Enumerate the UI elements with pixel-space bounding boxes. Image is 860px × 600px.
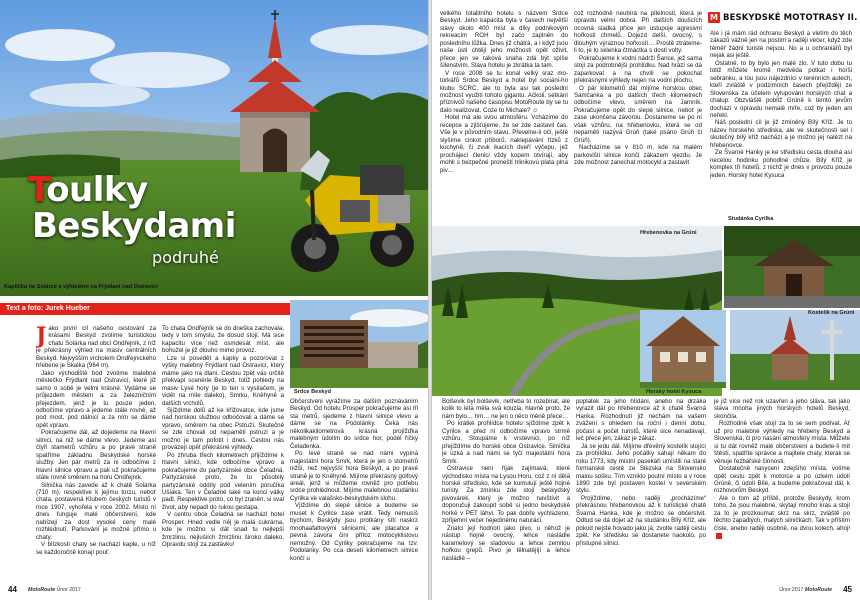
section-header: [708, 12, 857, 23]
left-page: [0, 0, 428, 600]
paragraph: V roce 2008 se tu konal velký sraz mo-torkářů Srdce Beskyd a hotel byl sociáni-ho klubu SCRC, ale to byla asi tak poslední možnost využití tohoto gigantu. Ačkoli, setkání příznivců našeho časopisu MotoRoute by se tu dalo realizovat. Coże to Michale? ☺: [440, 69, 568, 114]
section-badge-icon: M: [708, 12, 720, 23]
footer-issue: Únor 2017: [779, 587, 804, 593]
page-number-left: 44: [8, 585, 17, 594]
paragraph: O pár kilometrů dál míjíme horskou obec Samčanka a po dalších třech kilometrech odbočíme vlevo, směrem na Jamník. Pokračujeme opět do slepé silnice, neboť je zase ukončena závorou. Dostaneme se po ní však vzhůru, na hřebenovku, která se od nepaměti nazývá Grúň (také psáno Grúň či Grúň).: [574, 84, 702, 144]
footer-magazine: MotoRoute: [28, 587, 56, 593]
title-line-1: [28, 172, 298, 208]
paragraph: což rozhodně neubírá na pitelnosti, která je opravdu velmi dobrá. Při dalších doušcích ocovná sladká příce jen ustupuje agresivní hořkosti chmelů. Dojezd delší, ovocný, s dlouhým výraznou hořkostí… Prostě ztráteme-li to, je to sklenka čtmáctka s dosti volty.: [574, 10, 702, 55]
footer-left: [28, 587, 81, 593]
text-column-r3b: [714, 398, 850, 586]
paragraph: Ostatně, to by bylo jen malé zlo. V tuto dobu tu totiž můžete kromě medvěda potkat i horši sebranku, a tou jsou nájezdníci v terénních autech, kteří zvláště v podzimních časech přejíždějí ze Slovenska za účelem vylupování horských chat a chalup. Obzvláště poblíž Grúně k tèmto jevům dochází v opravdu nemalé míře, coż by jeden ani neřekl.: [710, 59, 852, 119]
paragraph: je již více než rok uzavřen a jeho sláva, tak jako sláva mnoha jiných horských hotelů Beskyd, skončila.: [714, 398, 850, 420]
photo-kostelik: [730, 310, 860, 390]
byline: Text a foto: Jurek Hueber: [6, 305, 90, 312]
text-column-r1b: [442, 398, 570, 586]
end-mark-icon: [716, 533, 722, 539]
article-subtitle: podruhé: [152, 248, 219, 267]
paragraph: Náš poslední cíl je již zmíněný Bílý Kříž. Je to název horského střediska, ale ve skutečnosti sel i skutečný bílý kříž nachází a je možno jej nalézt na hřebenovce.: [710, 119, 852, 149]
paragraph: Ostravice není říjak zajímavá, které východisko místa na Lysou Horu, coż z ní dělá horské středisko, kde se kumulují ještě hojné turisty. Za zmínku zde stojí beskydský pivovárek, který je možno navštívit a doporučuji zakoupit sobě si jedno beskydské horké v PET láhvi. To pak dobře vychlazeno, zpříjemní večer nejedinému naturáci.: [442, 465, 570, 525]
page-number-right: 45: [843, 585, 852, 594]
title-first-letter: T: [28, 170, 47, 210]
paragraph: Vjíždíme do slepé silnice a budeme se muset k Cyrilce zase vrátit. Tedy nemusíš bychom, Beskydy jsou protkány sítí naskrz mnohaafaltovými silnicemi, ale placatice a pevná závora činí přítoz motocyklistovu nemožný. Od Cyrilky pokračujeme na tzv. Podolánky. Po cca desetí kilometrech silnice končí u: [290, 502, 418, 562]
paragraph: Hotel má ale svou atmosféru. Vcházíme do recepce a zjišťujeme, že se zde zastavil čas. Vše je v původním stavu. Převelne-li oči, ještě slyšíme cinkot příborů, naklepávání řízků z kuchyně, či zvuk ikacích dveří výčepu, jež prochájecí členici vždy kopem otvírají, aby mohli s bezpečné proneští hlinikovú plata plná piv…: [440, 114, 568, 174]
paragraph: Nacházíme se v 810 m, kde na malém parkovišti silnice končí zákazem vjezdu. Je zde možnost zanechat motocykl a zastavit: [574, 144, 702, 167]
caption-studanka: Studánka Cyrilka: [728, 216, 774, 222]
paragraph: Po levé straně se nad námi vypíná majestátní hora Smrk, která je jen o stometrů nižší, než nejvyšší hora Beskyd, a po pravé straně je to Kněhyně. Míjíme překrásný golfový areál, jenž si můžeme rovněž pro potřebu srdce prohlédnout. Míjíme malebnou studánku Cyrilka ve valašsko-beskydském slohu.: [290, 450, 418, 502]
footer-right: [779, 587, 832, 593]
text-column-l1: [36, 325, 156, 583]
footer-issue: Únor 2017: [56, 587, 81, 593]
drop-cap: J: [36, 325, 47, 349]
footer-magazine: MotoRoute: [804, 587, 832, 593]
text-column-r3a: [710, 30, 852, 226]
paragraph: [714, 495, 850, 540]
title-rest: oulky: [46, 170, 148, 210]
paragraph: V centru obce Čeladná se nachází hotel Prosper. Hned vedle něj je malá cukrárna, kde je možno si dát snad tu nejlepší žmrzlinu, nejlušiích žmrzlinu široko daleko. Opravdu stojí za zastávku!: [162, 511, 284, 549]
paragraph: Bolševik byl bolševik, netřeba to rozebírat, ale kolik to léta měla svá kouzla, hlavně proto, že nám bylo… hm… ne jen o něco méně přece…: [442, 398, 570, 420]
paragraph: Rozhodně však stojí za to se sem podívat. Ať už pro malebné výhledy na hřebeny Beskyd a Slovenska, či pro nasání atmosféry místa. Můžete si tu dát rovněž malé občerstvení a budete-li mít štěstí, spatříte správce a majitele chaty, kterak se věnuje řezbářské činnosti.: [714, 420, 850, 465]
paragraph: To chata Ondřejník se do dneška zachovala, tedy v tom smyslu, že dosud stojí. Má sice kapacitu více než osmdesát míst, ale bohužel je již dlouho mimo provoz.: [162, 325, 284, 355]
paragraph: Sjíždíme dolů až ke křižovatce, kde jsme nad horskou službou odbočovali a dáme se vpravo, směrem na obec Pstruží. Skutečně se zde chovali od nepaměti pstruzi a je možno je tam pofotit i dnes. Cestou nás provázejí opět překrásné výhledy.: [162, 406, 284, 452]
photo-srdce-beskyd: [290, 300, 428, 388]
paragraph: Já se jedu dál. Míjíme dřevěný kostelík stojící za prohlídku. Jeho počátky sahají někam do roku 1773, kdy místní pasekáři umístili na staré formanské cestě ze Slezska na Slovensko malou sošku. Tím vzniklo poutní místo a v roce 1890 zde byl postaven kostel v severském stylu.: [576, 442, 706, 495]
text-column-l2: [162, 325, 284, 583]
photo-hotel-kysuca: [640, 310, 726, 388]
paragraph: Pokračujeme k vodní nádrži Šance, jež sama stojí za podrobnější prohlídku. Nad hrází se dá zaparkovat a na chvíli se pokochat překrásnými výhledy nejen na vodní plochu.: [574, 54, 702, 85]
paragraph: Projíždíme, nebo raději „procházíme“ překrásnou hřebenovkou až k turistické chatě Švarná Hanka, kde je možno se občerstvit. Odtud se dá dojet až na studánku Bílý Kříž, ale pokud nejste hovado jako já, zvolte raději cestu zpět. Ke středisku se dostanete naokolo, po přístupné silnici.: [576, 494, 706, 547]
paragraph: Pokračujeme dál, až dojedeme na hlavní silnici, na níž se dáme vlevo. Jedeme asi čtyři stametrů vzhůru a po pravé straně spatříme základnu Beskydské horské služby. Jen pár metrů za ní odbočíme z hlavní silnice vpravo a pak už pokračujeme stále rovně směrem na horu Ondřejník.: [36, 429, 156, 482]
paragraph: poplatek za jeho hlídání, anebo na drzáka vyrazit dál po hřebenovce až k chatě Švarná Hanka. Rozhodnutí již nechám na vašem zvážení s ohledem na roční i denní dobu, počasí a počet turistů, které sice nenadávají, leč přece jen, zákaz je zákaz.: [576, 398, 706, 443]
paragraph: Ze Švarné Hanky je ke středisku cesta dlouhá asi necelou hodinku pohodlné chůze. Bílý Kříž je komplex tří hotelů, z nichž je dnes v provozu pouze jeden. Horský hotel Kysuca: [710, 149, 852, 179]
text-column-l3: [290, 398, 418, 583]
paragraph: Dostatečně nasycení zdejšího místa, volíme opět cestu zpět k motorce a po úzkém údolí Grúně, či údolí Bílé, a budeme pokračovat dál, k rozhovorům Beskyd.: [714, 465, 850, 495]
caption-kysuca: Horský hotel Kysuca: [646, 389, 702, 395]
caption-hero: Kaplička na Solárce s výhledem na Frýdlant nad Ostravicí: [4, 284, 158, 290]
paragraph: Po krátké prohlídce hotelu sjíždíme zpět k Cyrilce a před ní odbočíme vpravo strmě vzhůru. Stoupáme k vrstevnici, po níž přejíždíme do horské obce Ostravice. Silnička je úzká a nad námi se tyčí majestátní hora Smrk.: [442, 420, 570, 465]
paragraph: Znalci její hodnotí jako pivo, u něhož je nástup hojně ovocný, lehce nasládle karamelový se sladovou a lehce zemitou hořkou grepů. Pivo je tělnatějíjí a lehce nasládlé –: [442, 524, 570, 562]
paragraph: ako první cíl našeho cestování za krásami Beskyd zvolíme turistickou chatu Solárka nad obcí Ondřejník, z níž je překrásný výhled na masiv centrálních Beskyd. Nejvyšším vrcholem Ondřejnického hřebene je Skalka (964 m).: [36, 325, 156, 370]
caption-kostelik: Kostelík na Grúni: [808, 310, 855, 316]
paragraph: Silnička nás zavede až k chatě Solárka (710 m), respektive k jejímu torzu, neboť chata, postavená Klubem českých turistů v roce 1907, vyhořela v roce 2002. Místo ní dnes funguje malé občerstvení, kde nabízejí za dost vysoké ceny malé rozhlédnutí. Parkování je možné přímo u chaty.: [36, 481, 156, 541]
caption-hrebenovka: Hřebenovka na Grúni: [640, 230, 697, 236]
text-column-r2a: [574, 10, 702, 224]
paragraph: velkého totalitního hotelu s názvem Srdce Beskyd. Jeho kapacita byla v časech největší slávy okolo 400 míst a díky podnikovým rekreacím ROH byl začo zaplněn do posledního lůžka. Dnes již chátrá, a i když jsou naše ústi chtějí jeho možnosti opět oživit, přece jen se taková snaha zdá být spíše šílenstvím. Sláva hotelu je zkrátka ta tam.: [440, 10, 568, 70]
paragraph: Ale i já mám rád ochranu Beskyd a vletím do těch zákazů vážně jen na postim a raději večer, když zde téměř žádní turisté nejsou. No a u ochraniářů byl nejak asi ještě.: [710, 30, 852, 60]
article-title: [28, 172, 298, 244]
paragraph: Občerstveni vyrážíme za dalším poznáváním Beskyd. Od hotelu Prosper pokračujeme asi tři sta metrů, sjedeme z hlavní silnice vlevo a dáme se na Podolánky. Čeká nás několikakilometrová krásná projížďka malebným údolím do srdce hor, podél říčky Čeladenka.: [290, 398, 418, 450]
text-column-r1a: [440, 10, 568, 224]
photo-studanka-cyrilka: [724, 226, 860, 308]
right-page: [432, 0, 860, 600]
paragraph: Po zhruba třech kilometrech přijíždíme k hlavní silnici, kde odbočíme vpravo a pokračujeme do partyzánské obce Čeladná. Partyzánské proto, že tu působily partyzánské oddíly pod velením poručíka Ušiaka. Ten v Čeladné také na konci války padl. Respektive proto, co byl zraněn, si sval život, aby nepadl do rukou gestapa.: [162, 451, 284, 511]
section-title: BESKYDSKÉ MOTOTRASY II.: [723, 12, 858, 23]
paragraph-text: Ale o tom až příště, protože Beskydy, krom toho, že jsou malebné, skýtají mnoho krás a stojí za to je prozkoumat skrz na skrz, zvláště po těchto zapadlých, malých silničkách. Tak v příštím čísle, anebo raději osobně, na dvou kolech, ahoj!: [714, 494, 850, 532]
caption-srdce: Srdce Beskyd: [294, 389, 332, 395]
title-line-2: Beskydami: [32, 206, 236, 246]
text-column-r2b: [576, 398, 706, 586]
paragraph: Jako východiště bod zvolíme malebné městečko Frýdlant nad Ostravicí, které již samo o sobě je velmi krásné. Vydáme se průjezdem městem a za železničním přejezdem, jenž je tu pouze jeden, odbočíme vpravo a jedeme stále rovně, až pod most, pod dálnicí a za ním se dáme opět vpravo.: [36, 369, 156, 429]
paragraph: V blízkosti chaty se nachází kaple, u níž se každoročně konají pouť.: [36, 541, 156, 556]
paragraph: Lze si posedět a kapky a pozorovat z výšky malebný Frýdlant nad Ostravicí, který máme jako na dlani. Cestou zpět vás určitě překvapí scenérie Beskyd, totiž pohledy na masiv Lysé hory (je to ten s vysílačem, je vidět na míle daleko), Smrku, Kněhyně a dalších vrcholů.: [162, 354, 284, 407]
